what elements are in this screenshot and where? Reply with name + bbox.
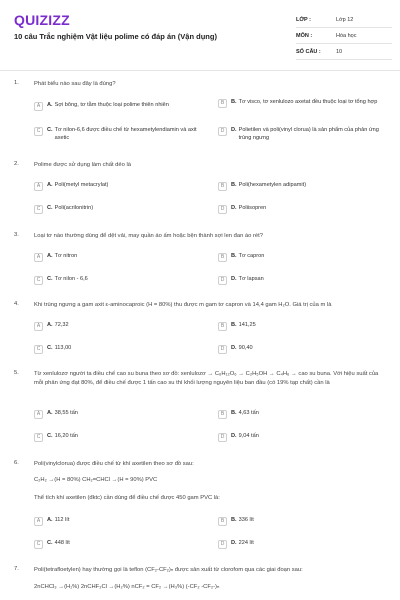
option-text: Poli(hexametylen adipamit) <box>238 182 307 188</box>
option-label: C. <box>47 540 53 546</box>
option-a[interactable] <box>34 410 209 419</box>
meta-row-subject <box>296 28 392 44</box>
option-text: 72,32 <box>54 322 69 328</box>
question-text-continued: Thể tích khí axetilen (đktc) cần dùng để điều chế được 450 gam PVC là: <box>34 495 220 501</box>
option-letter: B <box>218 99 227 108</box>
option-label: B. <box>231 517 237 523</box>
option-letter: B <box>218 182 227 191</box>
meta-key: SỐ CÂU : <box>296 48 321 55</box>
option-letter: A <box>34 253 43 262</box>
question-number: 1. <box>14 80 19 86</box>
option-label: D. <box>231 345 237 351</box>
question-text: Polime được sử dụng làm chất dẻo là <box>34 162 131 168</box>
option-label: B. <box>231 322 237 328</box>
option-text: 113,00 <box>54 345 72 351</box>
option-d[interactable] <box>218 205 388 214</box>
option-text: 112 lít <box>54 517 70 523</box>
option-a[interactable] <box>34 322 209 331</box>
option-text: 141,25 <box>238 322 256 328</box>
option-letter: B <box>218 517 227 526</box>
option-label: D. <box>231 127 237 133</box>
meta-key: MÔN : <box>296 32 313 39</box>
option-text: Polietilen và poli(vinyl clorua) là sản phẩm của phản ứng trùng ngưng <box>238 127 379 141</box>
option-letter: A <box>34 102 43 111</box>
option-letter: D <box>218 127 227 136</box>
option-letter: B <box>218 253 227 262</box>
option-label: B. <box>231 410 237 416</box>
question-number: 3. <box>14 232 19 238</box>
option-letter: D <box>218 205 227 214</box>
reaction-scheme: 2nCHCl₃ →(H₁%) 2nCHF₂Cl →(H₂%) nCF₂ = CF₂ →(H₃%) (-CF₂ -CF₂-)ₙ <box>34 584 220 590</box>
option-letter: C <box>34 433 43 442</box>
option-b[interactable] <box>218 517 388 526</box>
option-d[interactable] <box>218 276 388 285</box>
option-a[interactable] <box>34 253 209 262</box>
option-label: A. <box>47 322 53 328</box>
option-c[interactable] <box>34 205 209 214</box>
question-text: Từ xenlulozơ người ta điều chế cao su buna theo sơ đồ: xenlulozơ → C₆H₁₂O₆ → C₂H₅OH → C₄H₆ → cao su buna. Với hiệu suất của mỗi phản ứng đạt 80%, để điều chế được 1 tấn cao su thì khối lượng nguyên liệu ban đầu (có 19% tạp chất) cần là <box>34 371 379 386</box>
option-letter: A <box>34 322 43 331</box>
option-c[interactable] <box>34 433 209 442</box>
question-text: Phát biểu nào sau đây là đúng? <box>34 81 116 87</box>
question-number: 6. <box>14 460 19 466</box>
option-letter: D <box>218 345 227 354</box>
option-label: B. <box>231 253 237 259</box>
option-letter: C <box>34 205 43 214</box>
option-b[interactable] <box>218 410 388 419</box>
option-letter: A <box>34 517 43 526</box>
option-text: 38,55 tấn <box>54 410 78 416</box>
option-text: 9,04 tấn <box>238 433 259 439</box>
option-label: D. <box>231 276 237 282</box>
option-letter: A <box>34 182 43 191</box>
meta-value: Hóa học <box>336 32 357 39</box>
question-text: Poli(tetrafloetylen) hay thường gọi là teflon (CF₂-CF₂)ₙ được sản xuất từ clorofom qua các giai đoạn sau: <box>34 567 303 573</box>
reaction-scheme: C₂H₂ →(H = 80%) CH₂=CHCl →(H = 90%) PVC <box>34 477 158 483</box>
option-d[interactable] <box>218 127 388 142</box>
option-text: 224 lít <box>238 540 254 546</box>
option-label: A. <box>47 102 53 108</box>
option-text: 448 lít <box>54 540 70 546</box>
option-label: A. <box>47 182 53 188</box>
option-letter: D <box>218 433 227 442</box>
option-label: C. <box>47 433 53 439</box>
option-letter: C <box>34 540 43 549</box>
option-d[interactable] <box>218 345 388 354</box>
option-text: Tơ nilon - 6,6 <box>54 276 88 282</box>
option-label: A. <box>47 253 53 259</box>
option-text: 90,40 <box>238 345 253 351</box>
option-text: Tơ lapsan <box>238 276 264 282</box>
option-letter: C <box>34 127 43 136</box>
option-b[interactable] <box>218 322 388 331</box>
meta-row-class <box>296 12 392 28</box>
option-text: Tơ visco, tơ xenlulozo axetat đều thuộc loại tơ tổng hợp <box>238 99 378 105</box>
option-label: B. <box>231 182 237 188</box>
option-letter: D <box>218 276 227 285</box>
meta-value: 10 <box>336 48 343 55</box>
option-text: Tơ capron <box>238 253 265 259</box>
option-a[interactable] <box>34 102 209 111</box>
option-label: A. <box>47 410 53 416</box>
question-text: Poli(vinylclorua) được điều chế từ khí axetilen theo sơ đồ sau: <box>34 461 194 467</box>
option-label: A. <box>47 517 53 523</box>
option-label: B. <box>231 99 237 105</box>
option-a[interactable] <box>34 517 209 526</box>
question-number: 7. <box>14 566 19 572</box>
option-label: C. <box>47 345 53 351</box>
question-text: Khi trùng ngưng a gam axit ε-aminocaproic (H = 80%) thu được m gam tơ capron và 14,4 gam H₂O. Giá trị của m là <box>34 302 332 308</box>
option-b[interactable] <box>218 182 388 191</box>
option-c[interactable] <box>34 127 209 142</box>
meta-key: LỚP : <box>296 16 311 23</box>
option-text: 336 lít <box>238 517 254 523</box>
question-number: 4. <box>14 301 19 307</box>
option-c[interactable] <box>34 540 209 549</box>
option-text: Poliisopren <box>238 205 267 211</box>
document-title: 10 câu Trắc nghiệm Vật liệu polime có đáp án (Vận dụng) <box>14 32 217 41</box>
option-letter: B <box>218 410 227 419</box>
header-divider <box>0 70 400 71</box>
question-number: 2. <box>14 161 19 167</box>
option-letter: D <box>218 540 227 549</box>
option-letter: A <box>34 410 43 419</box>
option-c[interactable] <box>34 276 209 285</box>
option-a[interactable] <box>34 182 209 191</box>
question-text: Loại tơ nào thường dùng để dệt vải, may quần áo ấm hoặc bện thành sợi len đan áo rét? <box>34 233 263 239</box>
option-b[interactable] <box>218 253 388 262</box>
option-label: D. <box>231 205 237 211</box>
meta-row-count <box>296 44 392 60</box>
option-letter: B <box>218 322 227 331</box>
option-text: Poli(acrilonitrin) <box>54 205 94 211</box>
option-label: D. <box>231 433 237 439</box>
option-text: Poli(metyl metacrylat) <box>54 182 109 188</box>
logo: QUIZIZZ <box>14 12 70 28</box>
option-text: Tơ nitron <box>54 253 78 259</box>
option-text: Sợi bông, tơ tằm thuộc loại polime thiên nhiên <box>54 102 169 108</box>
meta-table <box>296 12 392 60</box>
meta-value: Lớp 12 <box>336 16 354 23</box>
option-d[interactable] <box>218 540 388 549</box>
option-label: D. <box>231 540 237 546</box>
option-text: Tơ nilon-6,6 được điều chế từ hexametylendiamin và axit axetic <box>54 127 197 141</box>
option-d[interactable] <box>218 433 388 442</box>
option-label: C. <box>47 276 53 282</box>
question-number: 5. <box>14 370 19 376</box>
option-label: C. <box>47 127 53 133</box>
option-text: 16,20 tấn <box>54 433 78 439</box>
option-c[interactable] <box>34 345 209 354</box>
option-label: C. <box>47 205 53 211</box>
option-letter: C <box>34 345 43 354</box>
option-text: 4,63 tấn <box>238 410 259 416</box>
option-b[interactable] <box>218 99 388 108</box>
option-letter: C <box>34 276 43 285</box>
